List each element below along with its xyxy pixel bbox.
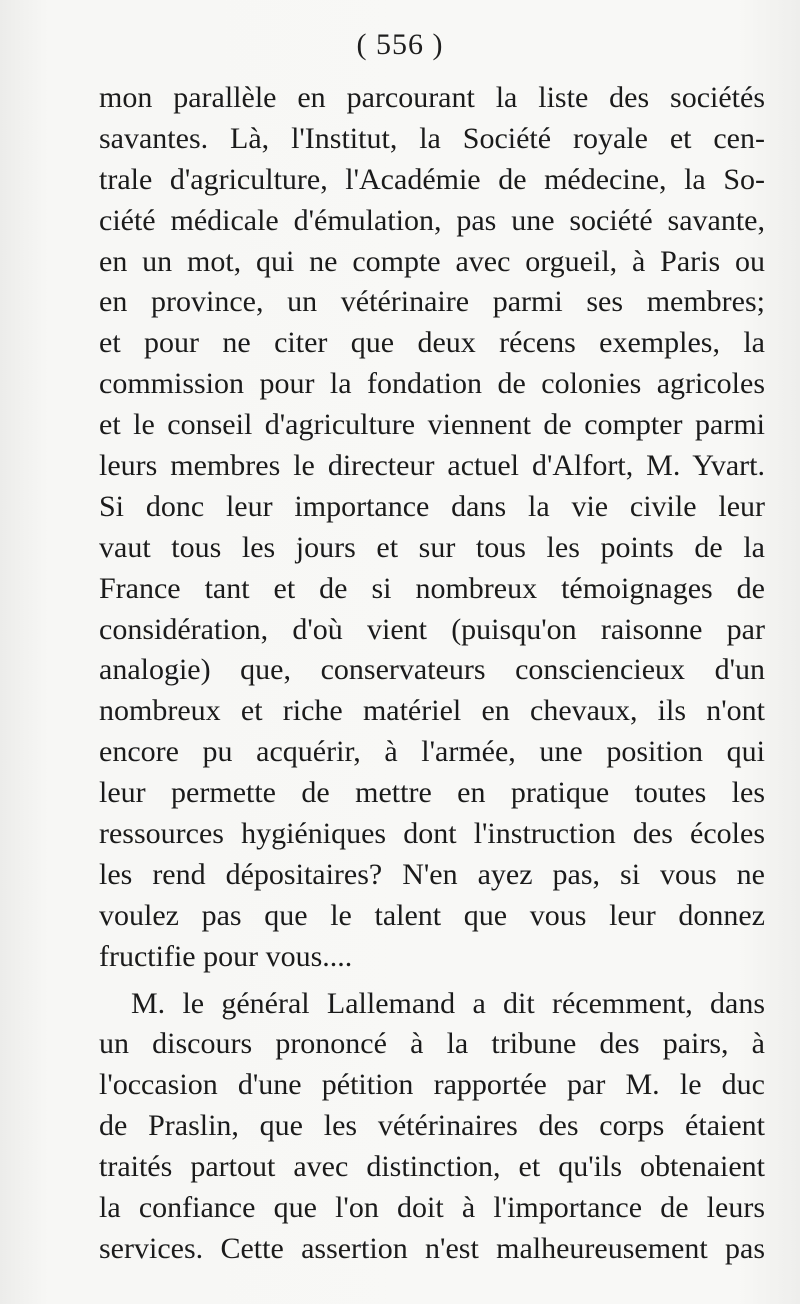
text-line: mon parallèle en parcourant la liste des sociétés xyxy=(99,81,765,114)
text-line: traités partout avec distinction, et qu'ils obtenaient xyxy=(99,1150,765,1184)
text-line: France tant et de si nombreux témoignages de xyxy=(99,571,765,605)
text-line: fructifie pour vous.... xyxy=(99,939,353,973)
text-line: voulez pas que le talent que vous leur donnez xyxy=(99,898,765,932)
text-line: un discours prononcé à la tribune des pairs, à xyxy=(99,1027,765,1061)
page-number: ( 556 ) xyxy=(356,28,444,61)
text-line: leur permette de mettre en pratique toutes les xyxy=(99,776,765,810)
text-line: trale d'agriculture, l'Académie de médecine, la So- xyxy=(99,162,765,196)
text-line: vaut tous les jours et sur tous les points de la xyxy=(99,530,765,564)
text-line: et pour ne citer que deux récens exemples, la xyxy=(99,326,765,360)
text-line: les rend dépositaires? N'en ayez pas, si vous ne xyxy=(99,857,765,891)
text-line: la confiance que l'on doit à l'importance de leurs xyxy=(99,1191,765,1225)
body-text xyxy=(99,78,765,1270)
text-line: ressources hygiéniques dont l'instruction des écoles xyxy=(99,817,765,851)
text-line: l'occasion d'une pétition rapportée par M. le duc xyxy=(99,1068,765,1102)
text-line: leurs membres le directeur actuel d'Alfort, M. Yvart. xyxy=(99,449,765,483)
paragraph-1 xyxy=(99,78,765,978)
paragraph-2 xyxy=(99,984,765,1270)
text-line: ciété médicale d'émulation, pas une société savante, xyxy=(99,203,765,237)
text-line: analogie) que, conservateurs consciencieux d'un xyxy=(99,653,765,687)
text-line: services. Cette assertion n'est malheureusement pas xyxy=(99,1231,765,1265)
text-line: en un mot, qui ne compte avec orgueil, à Paris ou xyxy=(99,244,765,278)
text-line: commission pour la fondation de colonies agricoles xyxy=(99,367,765,401)
text-line: en province, un vétérinaire parmi ses membres; xyxy=(99,285,765,319)
text-line: M. le général Lallemand a dit récemment, dans xyxy=(131,986,765,1020)
text-line: considération, d'où vient (puisqu'on raisonne par xyxy=(99,612,765,646)
text-line: nombreux et riche matériel en chevaux, ils n'ont xyxy=(99,694,765,728)
text-line: savantes. Là, l'Institut, la Société royale et cen- xyxy=(99,121,765,155)
text-line: Si donc leur importance dans la vie civile leur xyxy=(99,489,765,523)
text-line: encore pu acquérir, à l'armée, une position qui xyxy=(99,735,765,769)
text-line: de Praslin, que les vétérinaires des corps étaient xyxy=(99,1109,765,1143)
text-line: et le conseil d'agriculture viennent de compter parmi xyxy=(99,408,765,442)
